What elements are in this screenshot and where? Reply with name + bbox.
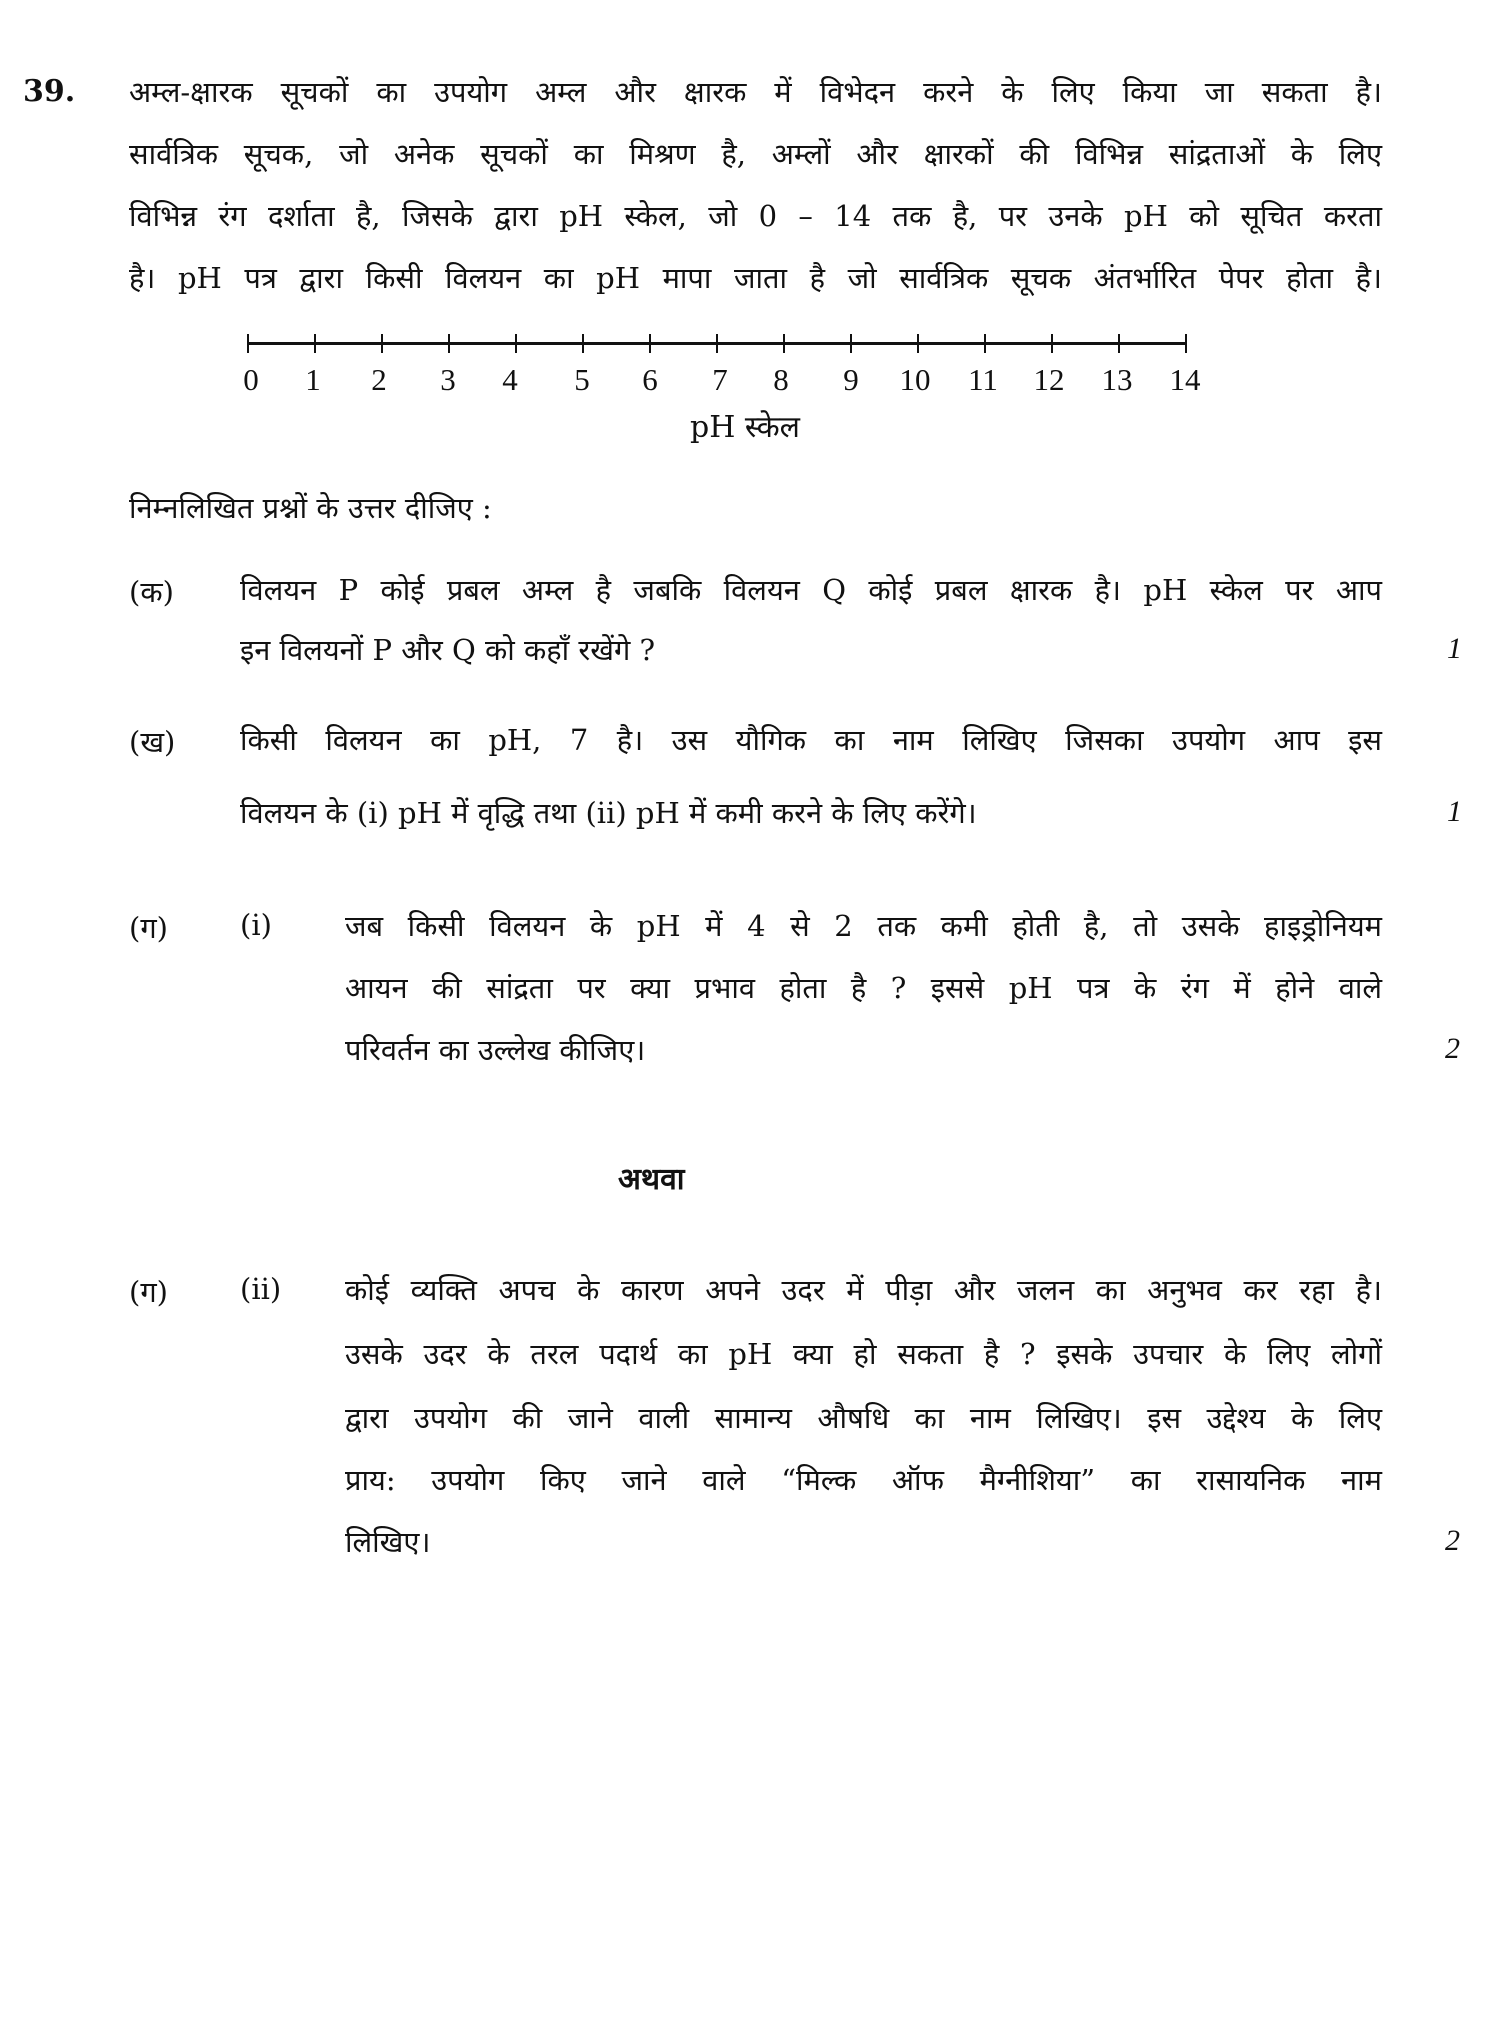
ph-tick (314, 334, 316, 353)
ph-tick-label: 8 (773, 362, 789, 397)
part-line: परिवर्तन का उल्लेख कीजिए। (345, 1033, 646, 1067)
ph-tick-label: 10 (899, 362, 931, 397)
part-line: इन विलयनों P और Q को कहाँ रखेंगे ? (240, 633, 656, 667)
ph-tick-label: 7 (712, 362, 728, 397)
ph-tick-label: 0 (243, 362, 259, 397)
part-line: विलयन के (i) pH में वृद्धि तथा (ii) pH में कमी करने के लिए करेंगे। (240, 796, 977, 830)
ph-tick-label: 9 (843, 362, 859, 397)
part-line: द्वारा उपयोग की जाने वाली सामान्य औषधि का नाम लिखिए। इस उद्देश्य के लिए (345, 1401, 1382, 1435)
ph-tick (850, 334, 852, 353)
ph-tick-label: 4 (502, 362, 518, 397)
ph-tick (1118, 334, 1120, 353)
part-line: कोई व्यक्ति अपच के कारण अपने उदर में पीड़ा और जलन का अनुभव कर रहा है। (345, 1273, 1382, 1307)
part-line: लिखिए। (345, 1525, 431, 1559)
ph-tick (515, 334, 517, 353)
part-line: जब किसी विलयन के pH में 4 से 2 तक कमी होती है, तो उसके हाइड्रोनियम (345, 909, 1382, 943)
marks: 1 (1447, 632, 1462, 665)
ph-tick (984, 334, 986, 353)
ph-tick (917, 334, 919, 353)
part-label: (क) (129, 575, 174, 609)
ph-tick (1185, 334, 1187, 353)
part-label: (ग) (129, 911, 168, 945)
ph-tick-label: 14 (1169, 362, 1201, 397)
intro-line: है। pH पत्र द्वारा किसी विलयन का pH मापा जाता है जो सार्वत्रिक सूचक अंतर्भारित पेपर होता है। (129, 261, 1382, 295)
ph-tick (247, 334, 249, 353)
ph-tick (582, 334, 584, 353)
marks: 1 (1447, 795, 1462, 828)
part-label: (ग) (129, 1275, 168, 1309)
ph-tick-label: 1 (305, 362, 321, 397)
instruction-text: निम्नलिखित प्रश्नों के उत्तर दीजिए : (129, 491, 492, 525)
ph-tick (1051, 334, 1053, 353)
ph-tick (783, 334, 785, 353)
ph-tick-label: 13 (1101, 362, 1133, 397)
part-line: प्राय: उपयोग किए जाने वाले “मिल्क ऑफ मैग्नीशिया” का रासायनिक नाम (345, 1463, 1382, 1497)
part-label: (ख) (129, 725, 176, 759)
sub-part-label: (ii) (240, 1272, 282, 1306)
ph-tick (716, 334, 718, 353)
ph-scale-caption: pH स्केल (690, 410, 800, 445)
part-line: आयन की सांद्रता पर क्या प्रभाव होता है ? इससे pH पत्र के रंग में होने वाले (345, 971, 1382, 1005)
part-line: किसी विलयन का pH, 7 है। उस यौगिक का नाम लिखिए जिसका उपयोग आप इस (240, 723, 1382, 757)
or-heading: अथवा (618, 1162, 685, 1197)
intro-line: विभिन्न रंग दर्शाता है, जिसके द्वारा pH स्केल, जो 0 – 14 तक है, पर उनके pH को सूचित करता (129, 199, 1382, 233)
ph-tick-label: 2 (371, 362, 387, 397)
ph-tick-label: 5 (574, 362, 590, 397)
ph-tick (649, 334, 651, 353)
part-line: उसके उदर के तरल पदार्थ का pH क्या हो सकता है ? इसके उपचार के लिए लोगों (345, 1337, 1382, 1371)
ph-tick-label: 11 (968, 362, 998, 397)
sub-part-label: (i) (240, 908, 272, 942)
question-number: 39. (23, 74, 76, 109)
ph-tick-label: 3 (440, 362, 456, 397)
marks: 2 (1445, 1524, 1460, 1557)
ph-tick (448, 334, 450, 353)
part-line: विलयन P कोई प्रबल अम्ल है जबकि विलयन Q कोई प्रबल क्षारक है। pH स्केल पर आप (240, 573, 1382, 607)
ph-tick-label: 6 (642, 362, 658, 397)
intro-line: सार्वत्रिक सूचक, जो अनेक सूचकों का मिश्रण है, अम्लों और क्षारकों की विभिन्न सांद्रताओं के लिए (129, 137, 1382, 171)
marks: 2 (1445, 1032, 1460, 1065)
ph-tick (381, 334, 383, 353)
ph-tick-label: 12 (1033, 362, 1065, 397)
intro-line: अम्ल-क्षारक सूचकों का उपयोग अम्ल और क्षारक में विभेदन करने के लिए किया जा सकता है। (129, 75, 1382, 109)
